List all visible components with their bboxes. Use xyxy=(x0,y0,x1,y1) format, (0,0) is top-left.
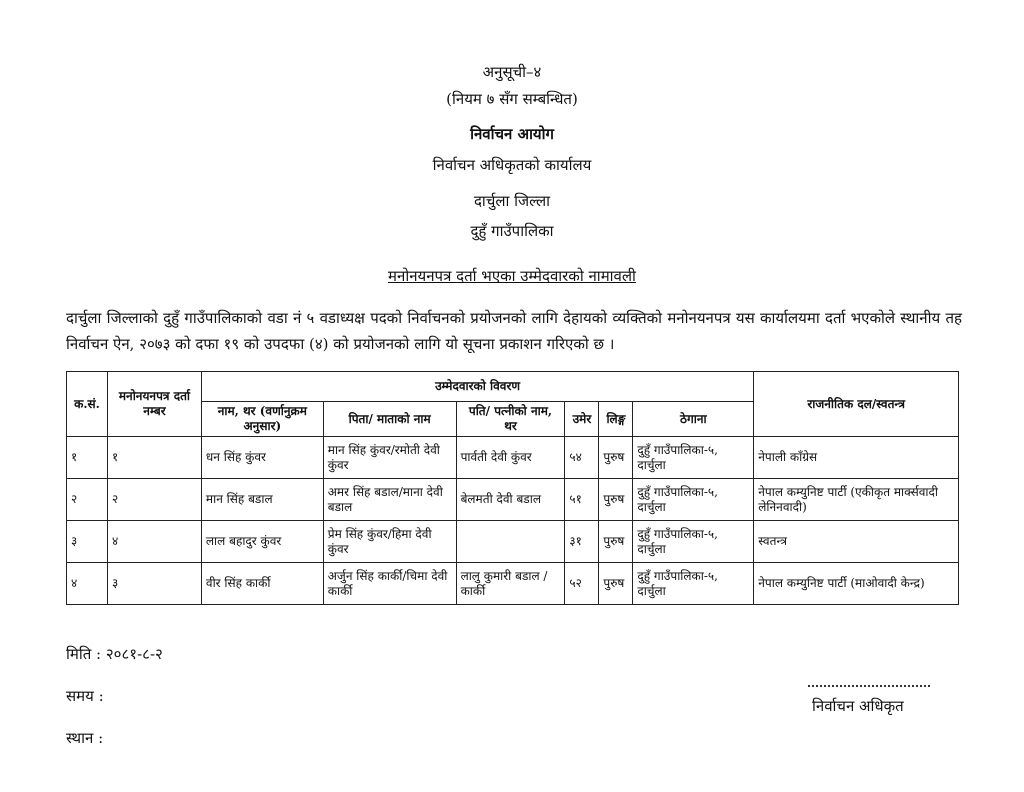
cell-age: ३१ xyxy=(565,521,599,563)
office-title: निर्वाचन अधिकृतको कार्यालय xyxy=(432,156,592,174)
cell-serial: १ xyxy=(67,437,108,479)
candidate-table xyxy=(66,371,959,605)
notice-title-text: मनोनयनपत्र दर्ता भएका उम्मेदवारको नामावली xyxy=(388,267,636,285)
signatory-label: निर्वाचन अधिकृत xyxy=(812,697,904,715)
cell-gender: पुरुष xyxy=(599,521,633,563)
cell-parents: मान सिंह कुंवर/रमोती देवी कुंवर xyxy=(323,437,456,479)
cell-party: नेपाल कम्युनिष्ट पार्टी (माओवादी केन्द्र) xyxy=(754,563,959,605)
notice-title xyxy=(0,266,1024,286)
cell-party: स्वतन्त्र xyxy=(754,521,959,563)
cell-spouse: लालु कुमारी बडाल /कार्की xyxy=(456,563,565,605)
rule-reference: (नियम ७ सँग सम्बन्धित) xyxy=(446,90,578,108)
header-serial: क.सं. xyxy=(67,372,108,437)
cell-gender: पुरुष xyxy=(599,479,633,521)
cell-serial: २ xyxy=(67,479,108,521)
header-candidate-details: उम्मेदवारको विवरण xyxy=(201,372,753,402)
cell-serial: ३ xyxy=(67,521,108,563)
district-title: दार्चुला जिल्ला xyxy=(473,192,551,210)
schedule-label: अनुसूची–४ xyxy=(482,63,542,81)
cell-age: ५४ xyxy=(565,437,599,479)
cell-parents: अमर सिंह बडाल/माना देवी बडाल xyxy=(323,479,456,521)
municipality-title: दुहुँ गाउँपालिका xyxy=(470,222,554,240)
commission-title: निर्वाचन आयोग xyxy=(470,125,554,143)
cell-age: ५२ xyxy=(565,563,599,605)
cell-spouse xyxy=(456,521,565,563)
table-row xyxy=(67,479,959,521)
cell-name: लाल बहादुर कुंवर xyxy=(201,521,323,563)
cell-reg-no: २ xyxy=(107,479,201,521)
cell-reg-no: १ xyxy=(107,437,201,479)
table-row xyxy=(67,521,959,563)
header-reg-no: मनोनयनपत्र दर्ता नम्बर xyxy=(107,372,201,437)
table-row xyxy=(67,563,959,605)
footer-place: स्थान : xyxy=(66,729,104,747)
header-gender: लिङ्ग xyxy=(599,402,633,437)
cell-address: दुहुँ गाउँपालिका-५, दार्चुला xyxy=(633,563,754,605)
cell-parents: अर्जुन सिंह कार्की/चिमा देवी कार्की xyxy=(323,563,456,605)
cell-gender: पुरुष xyxy=(599,563,633,605)
header-name: नाम, थर (वर्णानुक्रम अनुसार) xyxy=(201,402,323,437)
cell-reg-no: ३ xyxy=(107,563,201,605)
cell-spouse: बेलमती देवी बडाल xyxy=(456,479,565,521)
cell-parents: प्रेम सिंह कुंवर/हिमा देवी कुंवर xyxy=(323,521,456,563)
cell-spouse: पार्वती देवी कुंवर xyxy=(456,437,565,479)
cell-address: दुहुँ गाउँपालिका-५, दार्चुला xyxy=(633,437,754,479)
cell-age: ५१ xyxy=(565,479,599,521)
cell-name: वीर सिंह कार्की xyxy=(201,563,323,605)
footer-date: मिति : २०८१-८-२ xyxy=(66,645,163,663)
header-spouse: पति/ पत्नीको नाम, थर xyxy=(456,402,565,437)
table-row xyxy=(67,437,959,479)
cell-reg-no: ४ xyxy=(107,521,201,563)
notice-body: दार्चुला जिल्लाको दुहुँ गाउँपालिकाको वडा नं ५ वडाध्यक्ष पदको निर्वाचनको प्रयोजनको लागि देहायको व्यक्तिको मनोनयनपत्र यस कार्यालयमा दर्ता भएकोले स्थानीय तह निर्वाचन ऐन, २०७३ को दफा १९ को उपदफा (४) को प्रयोजनको लागि यो सूचना प्रकाशन गरिएको छ । xyxy=(66,309,962,353)
cell-address: दुहुँ गाउँपालिका-५, दार्चुला xyxy=(633,479,754,521)
signature-line xyxy=(808,675,930,687)
cell-party: नेपाल कम्युनिष्ट पार्टी (एकीकृत मार्क्सवादी लेनिनवादी) xyxy=(754,479,959,521)
header-parents: पिता/ माताको नाम xyxy=(323,402,456,437)
cell-name: धन सिंह कुंवर xyxy=(201,437,323,479)
cell-name: मान सिंह बडाल xyxy=(201,479,323,521)
cell-gender: पुरुष xyxy=(599,437,633,479)
header-age: उमेर xyxy=(565,402,599,437)
header-address: ठेगाना xyxy=(633,402,754,437)
cell-serial: ४ xyxy=(67,563,108,605)
cell-party: नेपाली काँग्रेस xyxy=(754,437,959,479)
header-party: राजनीतिक दल/स्वतन्त्र xyxy=(754,372,959,437)
cell-address: दुहुँ गाउँपालिका-५, दार्चुला xyxy=(633,521,754,563)
footer-time: समय : xyxy=(66,687,104,705)
